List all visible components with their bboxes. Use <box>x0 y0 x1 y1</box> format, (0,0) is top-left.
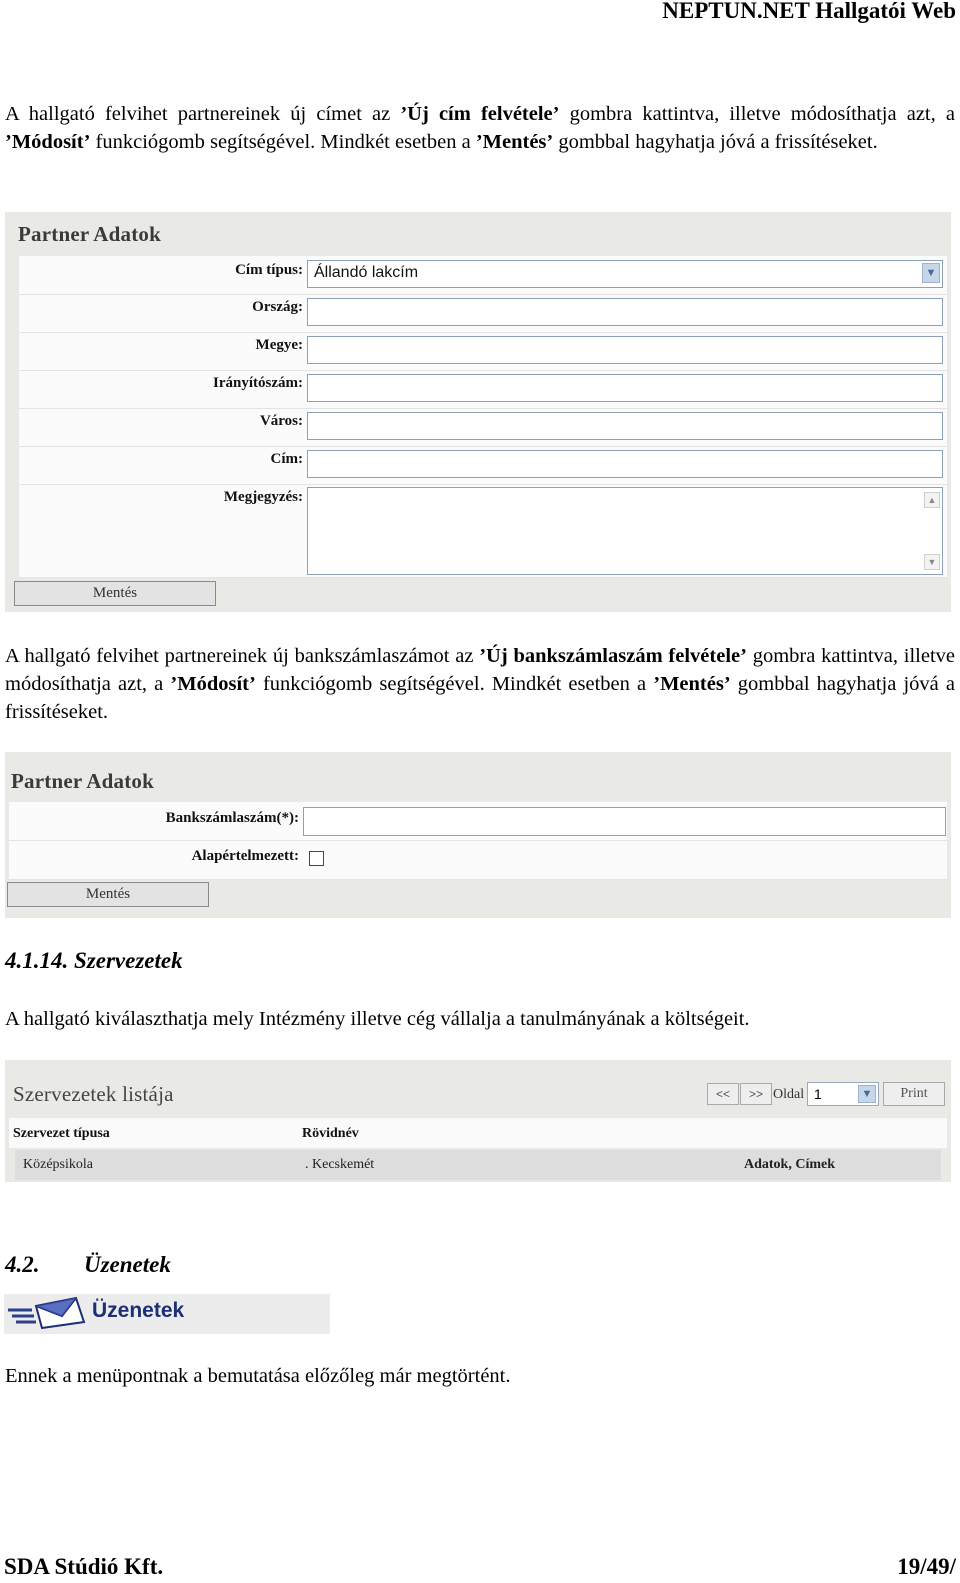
field-label: Bankszámlaszám(*): <box>165 810 299 826</box>
postal-code-input[interactable] <box>307 374 943 402</box>
address-form-title: Partner Adatok <box>18 222 161 246</box>
form-row-megjegyzes <box>19 485 947 578</box>
city-input[interactable] <box>307 412 943 440</box>
address-form-panel <box>5 212 951 612</box>
table-header-row <box>9 1118 947 1148</box>
form-row-megye <box>19 333 947 371</box>
address-type-select[interactable] <box>307 260 943 288</box>
address-type-value: Állandó lakcím <box>314 264 419 281</box>
county-input[interactable] <box>307 336 943 364</box>
country-input[interactable] <box>307 298 943 326</box>
form-row-varos <box>19 409 947 447</box>
section-text-uzenetek: Ennek a menüpontnak a bemutatása előzőleg már megtörtént. <box>5 1365 511 1387</box>
field-label: Alapértelmezett: <box>191 848 299 864</box>
envelope-icon <box>6 1296 88 1330</box>
save-button[interactable]: Mentés <box>7 882 209 907</box>
form-row-bankszamlaszam <box>9 802 947 841</box>
field-label: Cím: <box>270 451 303 467</box>
form-row-cim <box>19 447 947 485</box>
section-heading-uzenetek: Üzenetek <box>84 1252 171 1277</box>
save-button[interactable]: Mentés <box>14 581 216 606</box>
org-list-panel <box>5 1060 951 1182</box>
field-label: Irányítószám: <box>213 375 303 391</box>
chevron-down-icon[interactable]: ▼ <box>922 263 940 283</box>
column-header-type[interactable]: Szervezet típusa <box>13 1126 110 1141</box>
cell-shortname: . Kecskemét <box>305 1157 375 1172</box>
messages-menu-label: Üzenetek <box>92 1299 185 1322</box>
cell-type: Középsikola <box>23 1157 93 1172</box>
bank-form-title: Partner Adatok <box>11 769 154 793</box>
field-label: Cím típus: <box>235 262 303 278</box>
bank-account-input[interactable] <box>303 807 946 836</box>
default-checkbox[interactable] <box>309 851 324 866</box>
intro-paragraph-address: A hallgató felvihet partnereinek új címet az ’Új cím felvétele’ gombra kattintva, illetve módosíthatja azt, a ’Módosít’ funkciógomb segítségével. Mindkét esetben a ’Mentés’ gombbal hagyhatja jóvá a frissítéseket. <box>5 103 955 153</box>
page-select-value: 1 <box>814 1086 822 1102</box>
intro-paragraph-bank: A hallgató felvihet partnereinek új bankszámlaszámot az ’Új bankszámlaszám felvétele’ gombra kattintva, illetve módosíthatja azt, a ’Módosít’ funkciógomb segítségével. Mindkét esetben a ’Mentés’ gombbal hagyhatja jóvá a frissítéseket. <box>5 645 955 723</box>
bank-form-panel <box>5 752 951 918</box>
scroll-down-icon[interactable]: ▼ <box>924 554 940 570</box>
address-input[interactable] <box>307 450 943 478</box>
table-row[interactable] <box>15 1150 941 1180</box>
note-textarea[interactable] <box>307 487 943 575</box>
scroll-up-icon[interactable]: ▲ <box>924 492 940 508</box>
field-label: Város: <box>259 413 303 429</box>
footer-company: SDA Stúdió Kft. <box>4 1554 164 1579</box>
messages-menu-item[interactable] <box>4 1294 330 1334</box>
print-button[interactable]: Print <box>883 1082 945 1106</box>
form-row-alapertelmezett <box>9 841 947 880</box>
footer-page-number: 19/49/ <box>897 1554 956 1579</box>
section-heading-szervezetek: 4.1.14. Szervezetek <box>5 948 183 973</box>
field-label: Ország: <box>252 299 303 315</box>
prev-page-button[interactable]: << <box>707 1083 739 1105</box>
details-link[interactable]: Adatok, Címek <box>744 1157 836 1172</box>
page-label: Oldal <box>773 1087 805 1102</box>
field-label: Megye: <box>255 337 303 353</box>
document-header-title: NEPTUN.NET Hallgatói Web <box>662 0 956 23</box>
org-list-title: Szervezetek listája <box>13 1082 174 1106</box>
section-number-uzenetek: 4.2. <box>5 1252 40 1277</box>
page-select[interactable] <box>807 1082 879 1106</box>
chevron-down-icon[interactable]: ▼ <box>858 1085 876 1103</box>
section-text-szervezetek: A hallgató kiválaszthatja mely Intézmény illetve cég vállalja a tanulmányának a költségeit. <box>5 1008 750 1030</box>
form-row-orszag <box>19 295 947 333</box>
form-row-iranyitoszam <box>19 371 947 409</box>
column-header-shortname[interactable]: Rövidnév <box>302 1126 359 1141</box>
field-label: Megjegyzés: <box>223 489 303 505</box>
form-row-cim-tipus <box>19 256 947 295</box>
next-page-button[interactable]: >> <box>740 1083 772 1105</box>
